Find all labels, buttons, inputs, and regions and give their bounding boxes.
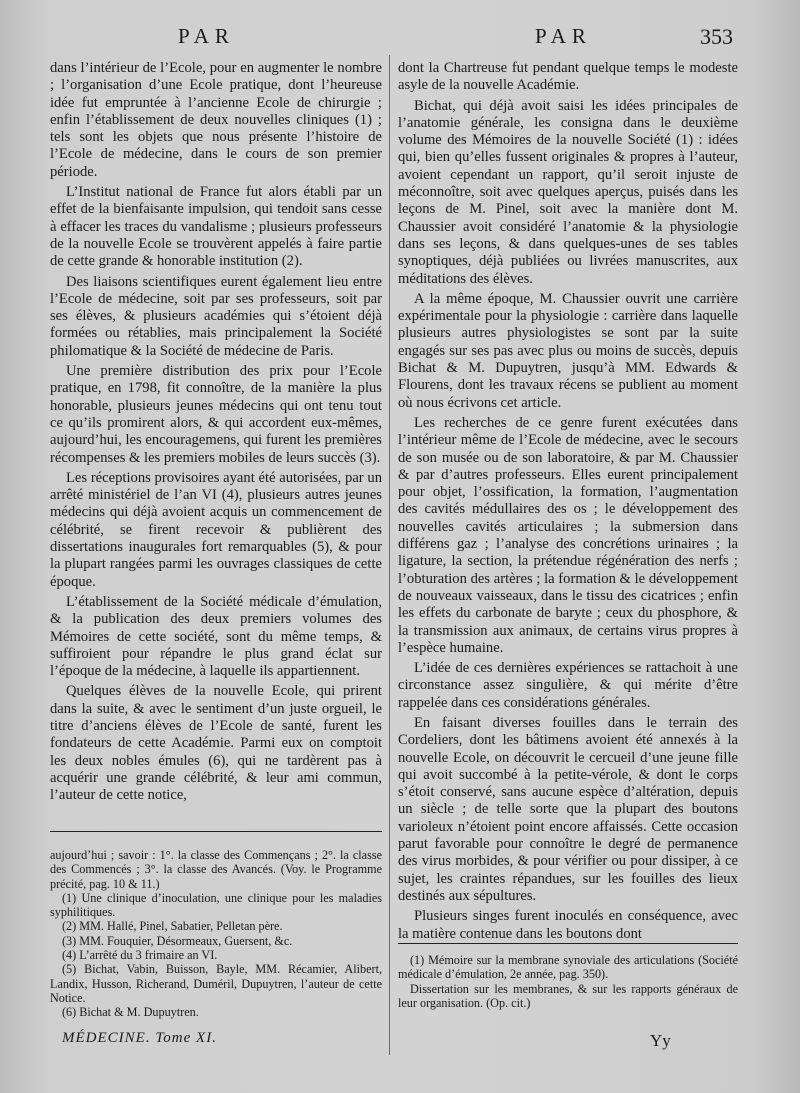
paragraph: A la même époque, M. Chaussier ouvrit une carrière expérimentale pour la physiologie : carrière dans laquelle plusieurs autres physiologistes se sont par la suite engagés sur ses pas avec plus ou moins de succès, depuis Bichat & M. Dupuytren, jusqu’à MM. Edwards & Flourens, dont les travaux récens se publient au moment où nous écrivons cet article.: [398, 290, 738, 411]
volume-footer: MÉDECINE. Tome XI.: [62, 1030, 217, 1046]
footnote: aujourd’hui ; savoir : 1°. la classe des Commençans ; 2°. la classe des Commencés ; 3°. la classe des Avancés. (Voy. le Programme précité, pag. 10 & 11.): [50, 848, 382, 891]
footnote: (1) Mémoire sur la membrane synoviale des articulations (Société médicale d’émulation, 2e année, pag. 350).: [398, 953, 738, 982]
footnote-rule-right: [398, 943, 738, 944]
footnote-rule-left: [50, 831, 382, 832]
paragraph: L’Institut national de France fut alors établi par un effet de la bienfaisante impulsion, qui tendoit sans cesse à effacer les traces du vandalisme ; plusieurs professeurs de la nouvelle Ecole se trouvèrent appelés à faire partie de cette grande & honorable institution (2).: [50, 184, 382, 270]
paragraph: Des liaisons scientifiques eurent également lieu entre l’Ecole de médecine, soit par ses professeurs, soit par ses élèves, & plusieurs académies qui s’étoient déjà formées ou rétablies, mais principalement la Société philomatique & la Société de médecine de Paris.: [50, 273, 382, 359]
paragraph: Une première distribution des prix pour l’Ecole pratique, en 1798, fit connoître, de la manière la plus honorable, plusieurs jeunes médecins qui ont tenu tout ce qu’ils promirent alors, & qui accordent eux-mêmes, aujourd’hui, les encouragemens, qui furent les premières récompenses & les premiers mobiles de leurs succès (3).: [50, 363, 382, 466]
footnote: (3) MM. Fouquier, Désormeaux, Guersent, &c.: [62, 933, 293, 948]
footnotes-left: [50, 848, 382, 1020]
footnotes-right: [398, 953, 738, 1010]
paragraph: dont la Chartreuse fut pendant quelque temps le modeste asyle de la nouvelle Académie.: [398, 60, 738, 94]
paragraph: Les recherches de ce genre furent exécutées dans l’intérieur même de l’Ecole de médecine, avec le secours de son musée ou de son laboratoire, & par M. Chaussier & par d’autres professeurs. Elles eurent principalement pour objet, l’ossification, la formation, l’augmentation des cavités médullaires des os ; le développement des nouvelles cavités articulaires ; la submersion dans différens gaz ; l’analyse des concrétions urinaires ; la ligature, la section, la prétendue régénération des nerfs ; l’obturation des artères ; la formation & le développement de nouveaux vaisseaux, dans le tissu des cicatrices ; enfin les effets du carbonate de baryte ; ceux du phosphore, & la transmission aux animaux, de certains virus propres à l’espèce humaine.: [398, 414, 738, 656]
footnote: Dissertation sur les membranes, & sur les rapports généraux de leur organisation. (Op. cit.): [398, 981, 738, 1010]
column-divider: [389, 55, 390, 1055]
paragraph: dans l’intérieur de l’Ecole, pour en augmenter le nombre ; l’organisation d’une Ecole pratique, dont l’heureuse idée fut empruntée à l’ancienne Ecole de chirurgie ; enfin l’établissement de deux nouvelles cliniques (1) ; tels sont les objets que nous présente l’histoire de l’Ecole de médecine, dans le cours de son premier période.: [50, 60, 382, 180]
left-column: [50, 60, 382, 804]
right-column: [398, 60, 738, 943]
footnote: (4) L’arrêté du 3 frimaire an VI.: [62, 948, 218, 963]
paragraph: Plusieurs singes furent inoculés en conséquence, avec la matière contenue dans les boutons dont: [398, 908, 738, 942]
footnote: (2) MM. Hallé, Pinel, Sabatier, Pelletan père.: [62, 919, 283, 934]
footnote: (6) Bichat & M. Dupuytren.: [62, 1005, 199, 1020]
paragraph: Quelques élèves de la nouvelle Ecole, qui prirent dans la suite, & avec le sentiment d’un juste orgueil, le titre d’anciens élèves de l’Ecole de santé, furent les fondateurs de cette Académie. Parmi eux on comptoit les deux nobles émules (6), qui ne tardèrent pas à acquérir une grande célébrité, & leur ami commun, l’auteur de cette notice,: [50, 683, 382, 804]
page-number: 353: [700, 24, 733, 49]
paragraph: En faisant diverses fouilles dans le terrain des Cordeliers, dont les bâtimens avoient été annexés à la nouvelle Ecole, on découvrit le cercueil d’une jeune fille qui avoit succombé à la petite-vérole, & dont le corps s’étoit conservé, sans aucune espèce d’altération, depuis un siècle ; de telle sorte que la plupart des boutons varioleux n’étoient point encore affaissés. Cette occasion parut favorable pour connoître le degré de permanence des virus morbides, & pour vérifier ou pour dissiper, à ce sujet, les craintes répandues, sur les fouilles des lieux destinés aux sépultures.: [398, 714, 738, 904]
footnote: (1) Une clinique d’inoculation, une clinique pour les maladies syphilitiques.: [50, 890, 382, 920]
paragraph: Les réceptions provisoires ayant été autorisées, par un arrêté ministériel de l’an VI (4), plusieurs autres jeunes médecins qui déjà avoient acquis un commencement de célébrité, se firent recevoir & publièrent des dissertations inaugurales fort remarquables (5), & pour la plupart rangées parmi les ouvrages classiques de cette époque.: [50, 469, 382, 590]
paragraph: Bichat, qui déjà avoit saisi les idées principales de l’anatomie générale, les consigna dans le deuxième volume des Mémoires de la nouvelle Société (1) : idées qui, bien qu’elles fussent originales & propres à l’auteur, avoient cependant un rapport, qu’il seroit injuste de méconnoître, soit avec quelques aperçus, puisés dans les leçons de M. Pinel, soit avec la manière dont M. Chaussier avoit considéré l’anatomie & la physiologie dans ses leçons, & dans quelques-unes de ses tables synoptiques, déjà publiées ou livrées manuscrites, aux méditations des élèves.: [398, 97, 738, 287]
signature-mark: Yy: [650, 1031, 671, 1050]
running-head-left: PAR: [178, 24, 235, 48]
paragraph: L’établissement de la Société médicale d’émulation, & la publication des deux premiers volumes des Mémoires de cette société, sont du même temps, & suffiroient pour répandre le plus grand éclat sur l’époque de la médecine, à laquelle ils appartiennent.: [50, 593, 382, 680]
paragraph: L’idée de ces dernières expériences se rattachoit à une circonstance assez singulière, & qui mérite d’être rappelée dans ces considérations générales.: [398, 660, 738, 711]
running-head-right: PAR: [535, 24, 592, 48]
footnote: (5) Bichat, Vabin, Buisson, Bayle, MM. Récamier, Alibert, Landix, Husson, Richerand, Duméril, Dupuytren, l’auteur de cette Notice.: [50, 962, 382, 1005]
